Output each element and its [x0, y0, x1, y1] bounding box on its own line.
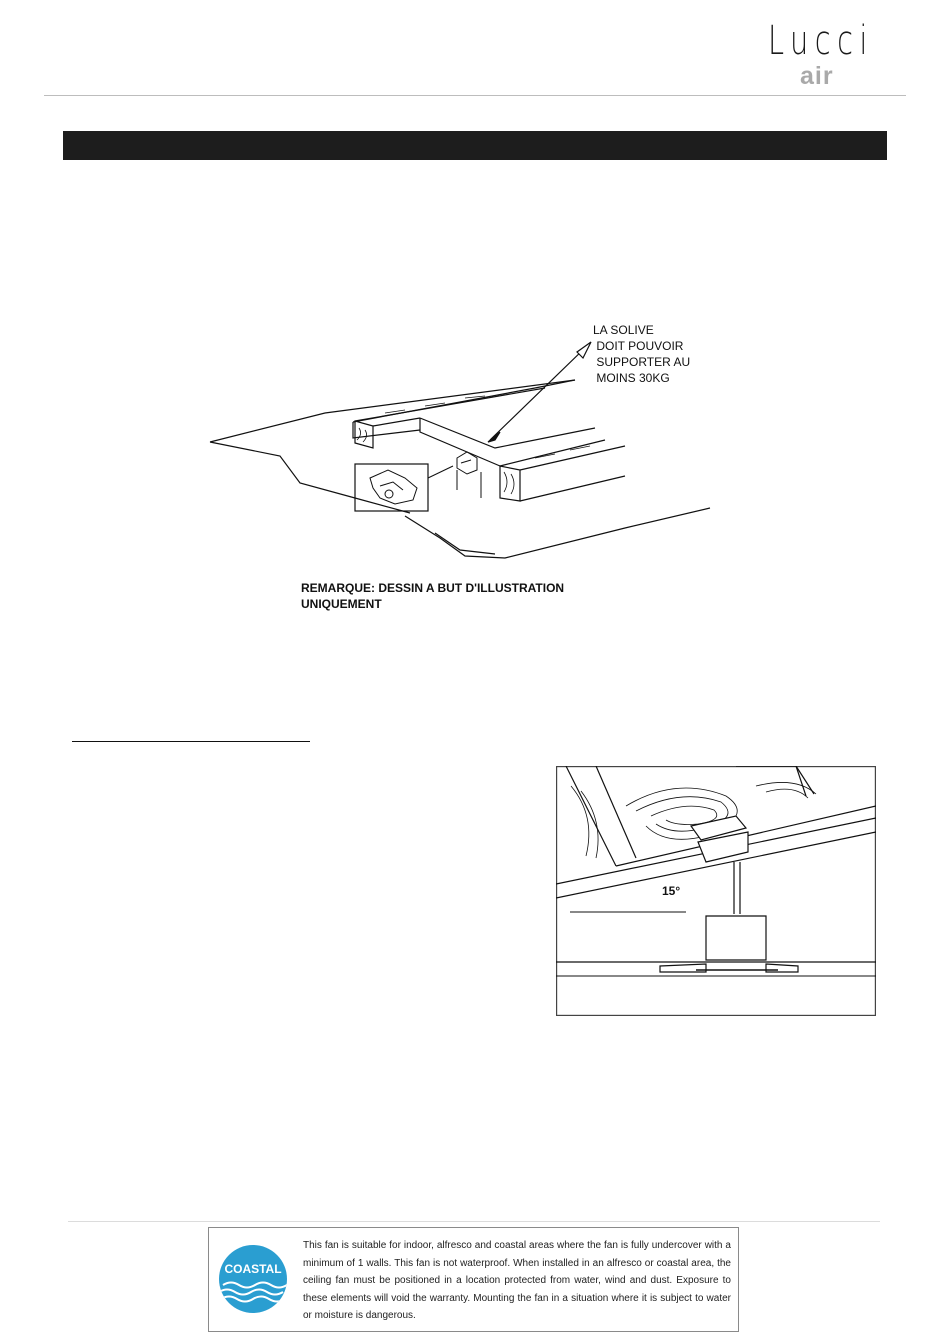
coastal-badge-label: COASTAL — [224, 1262, 282, 1276]
brand-logo-subword: air — [800, 62, 834, 90]
coastal-badge-icon — [219, 1245, 287, 1313]
subheading-underline — [72, 741, 310, 742]
footer-divider — [68, 1221, 880, 1222]
joist-callout-label: LA SOLIVE DOIT POUVOIR SUPPORTER AU MOINS 30KG — [593, 323, 691, 385]
waves-icon — [219, 1279, 287, 1313]
coastal-notice-text: This fan is suitable for indoor, alfresco and coastal areas where the fan is fully undercover with a minimum of 1 walls. This fan is not waterproof. When installed in an alfresco or coastal area, the ceiling fan must be positioned in a location protected from water, wind and dust. Exposure to these elements will void the warranty. Mounting the fan in a situation where it is subject to water or moisture is dangerous. — [303, 1240, 731, 1321]
brand-logo-wordmark: Lucci — [768, 18, 874, 64]
illustration-note: REMARQUE: DESSIN A BUT D'ILLUSTRATION UNIQUEMENT — [301, 581, 565, 611]
slope-angle-label: 15° — [662, 884, 681, 898]
section-title-bar — [63, 131, 887, 160]
sloped-ceiling-illustration — [556, 766, 876, 1016]
header-divider — [44, 95, 906, 96]
coastal-notice-panel — [208, 1227, 739, 1332]
